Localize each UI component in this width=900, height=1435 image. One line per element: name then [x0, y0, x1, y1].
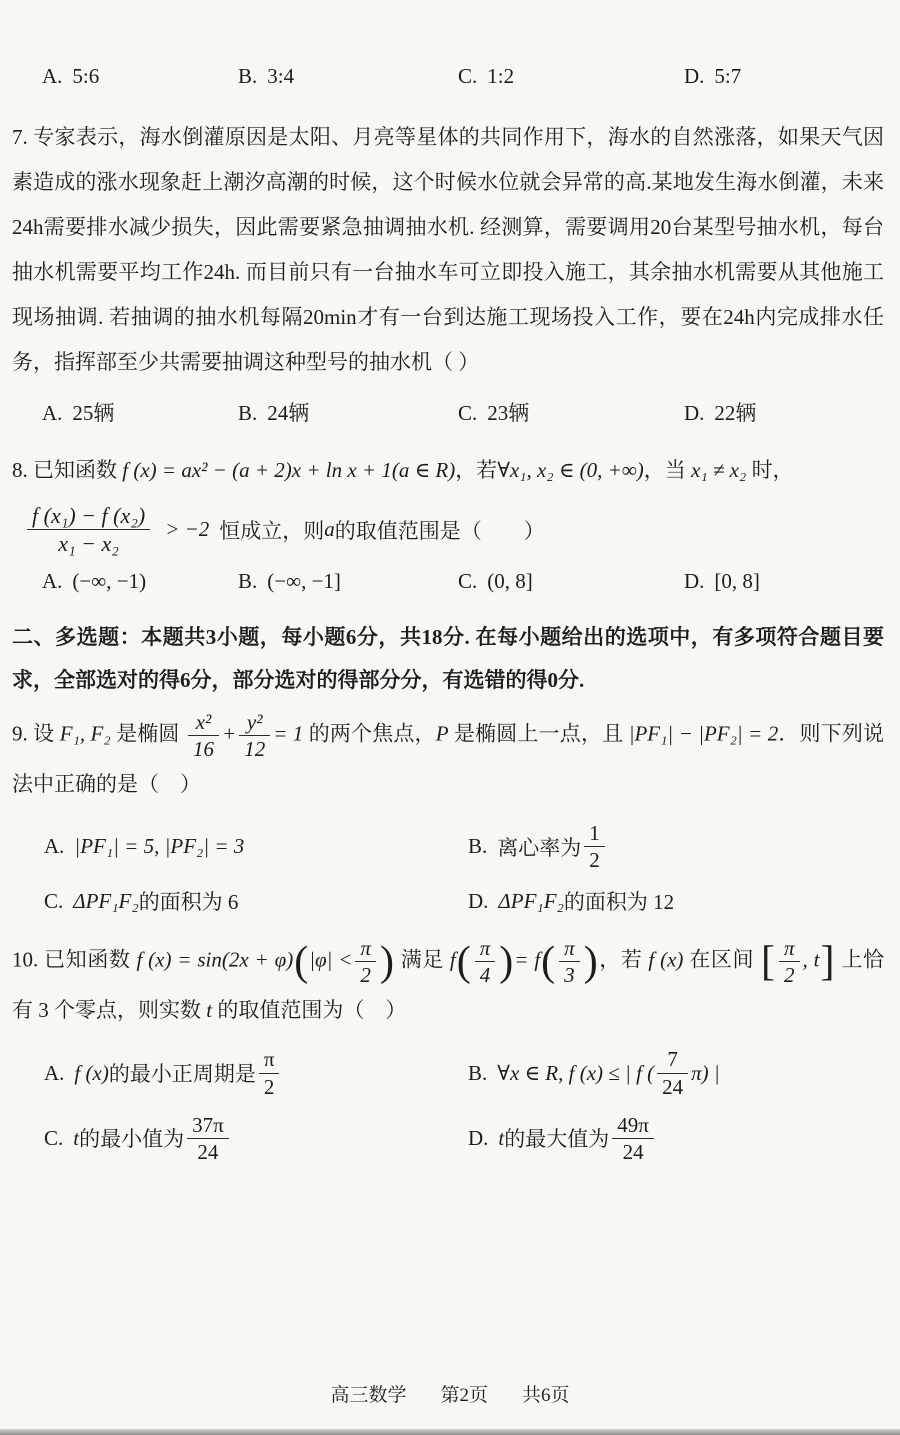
math-expression: f (x) = sin(2x + φ)	[136, 947, 294, 972]
question-text: 在区间	[683, 947, 761, 972]
option-text: 的最小正周期是	[108, 1062, 256, 1087]
option-text: 5:6	[72, 64, 100, 88]
fraction	[259, 1047, 280, 1098]
page-footer	[0, 1380, 900, 1407]
question-text: 10. 已知函数	[12, 947, 137, 972]
fraction-numerator: π	[263, 1047, 275, 1072]
option-math: π) |	[691, 1060, 720, 1085]
fraction	[559, 936, 580, 987]
question-text: ，若	[455, 458, 498, 482]
question-text: 的取值范围为（ ）	[212, 998, 407, 1023]
option-text: (−∞, −1)	[72, 568, 147, 593]
fraction-denominator: 16	[188, 735, 219, 761]
fraction	[779, 936, 800, 987]
fraction-denominator: 24	[187, 1138, 229, 1164]
right-paren: )	[379, 938, 394, 985]
question-text: 8. 已知函数	[12, 458, 123, 482]
option-label: D.	[468, 888, 489, 913]
question6-options	[12, 64, 884, 89]
option-text: 的面积为 12	[563, 890, 675, 915]
option-d	[468, 1113, 657, 1164]
option-b	[238, 64, 458, 89]
question-text: ．则下列说法中正确的是（ ）	[12, 721, 885, 796]
option-text: 的最大值为	[504, 1127, 610, 1152]
footer-course-title: 高三数学	[330, 1385, 407, 1406]
math-expression: |φ| <	[309, 947, 353, 972]
question9-text	[12, 710, 884, 807]
fraction-numerator: y²	[246, 709, 263, 734]
option-text: 24辆	[267, 401, 310, 425]
option-text: 的最小值为	[79, 1127, 185, 1152]
math-expression: f	[449, 947, 456, 972]
option-label: C.	[458, 401, 478, 425]
question9-options-row1	[12, 821, 884, 872]
option-b	[238, 569, 458, 594]
math-expression: t	[206, 998, 213, 1023]
fraction-denominator: 3	[559, 961, 580, 987]
fraction-numerator: f (x₁) − f (x₂)	[32, 503, 146, 528]
question10-text	[12, 936, 884, 1033]
option-a	[42, 64, 238, 89]
option-d	[684, 569, 760, 594]
option-text: 25辆	[72, 401, 115, 425]
option-label: B.	[468, 834, 488, 859]
fraction	[239, 710, 270, 761]
option-text: 的面积为 6	[138, 890, 239, 915]
fraction	[355, 936, 376, 987]
fraction-denominator: x₁ − x₂	[27, 529, 150, 556]
option-b	[238, 397, 458, 427]
option-c	[458, 397, 684, 427]
question-text: 满足	[394, 947, 450, 972]
fraction-numerator: 37π	[192, 1112, 224, 1137]
math-expression: > −2	[165, 517, 210, 542]
option-math: f (x)	[74, 1060, 109, 1085]
fraction-denominator: 4	[475, 961, 496, 987]
option-label: C.	[458, 64, 478, 88]
option-label: A.	[42, 568, 63, 593]
fraction-numerator: π	[564, 936, 575, 961]
question7-paragraph: 7. 专家表示，海水倒灌原因是太阳、月亮等星体的共同作用下，海水的自然涨落，如果天气因素造成的涨水现象赶上潮汐高潮的时候，这个时候水位就会异常的高.某地发生海水倒灌，未来24h需要排水减少损失，因此需要紧急抽调抽水机. 经测算，需要调用20台某型号抽水机，每台抽水机需要平均工作24h. 而目前只有一台抽水车可立即投入施工，其余抽水机需要从其他施工现场抽调. 若抽调的抽水机每隔20min才有一台到达施工现场投入工作，要在24h内完成排水任务，指挥部至少共需要抽调这种型号的抽水机（ ）	[12, 125, 884, 374]
fraction-denominator: 2	[779, 961, 800, 987]
question-text: 的两个焦点，	[303, 721, 436, 746]
math-expression: F₁, F₂	[59, 721, 111, 746]
option-math: ΔPF₁F₂	[73, 888, 139, 913]
math-expression: a	[324, 517, 335, 542]
section-header-multiselect: 二、多选题：本题共3小题，每小题6分，共18分. 在每小题给出的选项中，有多项符合题目要求，全部选对的得6分，部分选对的得部分分，有选错的得0分.	[12, 624, 884, 692]
option-label: A.	[42, 401, 63, 425]
footer-total-pages: 共6页	[522, 1385, 570, 1406]
option-label: B.	[238, 401, 258, 425]
option-d	[684, 64, 741, 89]
question-text: ，当	[643, 458, 692, 482]
plus-sign: +	[222, 721, 237, 746]
option-label: B.	[238, 64, 258, 88]
option-b	[468, 821, 608, 872]
option-c	[44, 886, 468, 916]
fraction	[187, 1113, 229, 1164]
question7-options	[12, 397, 884, 427]
option-text: 1:2	[487, 64, 515, 88]
option-text: 5:7	[714, 64, 742, 88]
question8-options	[12, 569, 884, 594]
option-label: B.	[468, 1060, 488, 1085]
option-label: D.	[468, 1125, 489, 1150]
fraction-numerator: x²	[195, 709, 212, 734]
option-text: 离心率为	[497, 835, 582, 860]
fraction-numerator: 7	[667, 1047, 678, 1072]
question-text: 是椭圆	[110, 721, 186, 746]
fraction	[584, 821, 605, 872]
option-label: D.	[684, 568, 705, 593]
option-c	[458, 569, 684, 594]
option-math: t	[498, 1125, 505, 1150]
option-text: (−∞, −1]	[267, 568, 341, 593]
fraction-numerator: π	[784, 936, 795, 961]
fraction-numerator: 49π	[617, 1112, 649, 1137]
option-label: B.	[238, 568, 258, 593]
question8-intro	[12, 447, 884, 493]
fraction-numerator: π	[479, 936, 491, 961]
option-label: C.	[458, 568, 478, 593]
option-label: C.	[44, 888, 64, 913]
fraction-numerator: π	[360, 936, 371, 961]
option-label: A.	[44, 834, 65, 859]
scan-bottom-edge	[0, 1429, 900, 1435]
option-text: 22辆	[714, 401, 757, 425]
math-expression: , t	[802, 947, 820, 972]
question10-options-row1	[12, 1047, 884, 1098]
option-text: [0, 8]	[714, 568, 760, 593]
math-expression: |PF₁| − |PF₂| = 2	[628, 721, 779, 746]
question-text: 9. 设	[12, 721, 60, 746]
fraction-denominator: 24	[612, 1138, 654, 1164]
math-expression: f (x)	[648, 947, 684, 972]
option-a	[42, 397, 238, 427]
math-expression: = 1	[273, 721, 304, 746]
left-paren: (	[294, 938, 309, 985]
option-math: ΔPF₁F₂	[498, 888, 564, 913]
option-text: (0, 8]	[487, 568, 533, 593]
option-label: A.	[44, 1060, 65, 1085]
math-expression: = f	[514, 947, 541, 972]
question-text: 是椭圆上一点，且	[448, 721, 629, 746]
fraction	[188, 710, 219, 761]
option-c	[44, 1113, 468, 1164]
fraction-numerator: 1	[589, 820, 600, 845]
option-d	[468, 886, 674, 916]
fraction	[475, 936, 496, 987]
fraction-denominator: 2	[355, 961, 376, 987]
math-expression: f (x) = ax² − (a + 2)x + ln x + 1(a ∈ R)	[122, 458, 456, 482]
option-text: 3:4	[267, 64, 295, 88]
option-text: 23辆	[487, 401, 530, 425]
right-paren: )	[499, 938, 514, 985]
option-d	[684, 397, 756, 427]
fraction-denominator: 24	[657, 1073, 688, 1099]
right-bracket: ]	[820, 938, 835, 985]
fraction-denominator: 2	[259, 1073, 280, 1099]
right-paren: )	[583, 938, 598, 985]
option-label: A.	[42, 64, 63, 88]
fraction-denominator: 12	[239, 735, 270, 761]
question8-inequality	[12, 503, 884, 557]
question10-options-row2	[12, 1113, 884, 1164]
question-text: 恒成立，则	[219, 518, 325, 543]
fraction-denominator: 2	[584, 846, 605, 872]
left-paren: (	[456, 938, 471, 985]
option-a	[44, 1047, 468, 1098]
option-c	[458, 64, 684, 89]
question9-options-row2	[12, 886, 884, 916]
left-paren: (	[541, 938, 556, 985]
question-text: 上恰有 3 个零点，则实数	[12, 947, 884, 1023]
option-label: D.	[684, 64, 705, 88]
question-text: ，若	[598, 947, 649, 972]
math-expression: ∀x₁, x₂ ∈ (0, +∞)	[497, 458, 644, 482]
option-math: t	[73, 1125, 80, 1150]
math-expression: x₁ ≠ x₂	[691, 458, 747, 482]
option-math: ∀x ∈ R, f (x) ≤ | f (	[497, 1060, 655, 1085]
option-a	[44, 834, 468, 859]
fraction	[657, 1047, 688, 1098]
question-text: 的取值范围是（ ）	[334, 518, 545, 543]
math-expression: P	[435, 721, 449, 746]
option-label: D.	[684, 401, 705, 425]
option-label: C.	[44, 1125, 64, 1150]
fraction	[612, 1113, 654, 1164]
footer-page-number: 第2页	[440, 1385, 488, 1406]
left-bracket: [	[761, 938, 776, 985]
option-a	[42, 569, 238, 594]
question-text: 时，	[746, 458, 794, 482]
option-math: |PF₁| = 5, |PF₂| = 3	[74, 834, 245, 859]
fraction	[27, 503, 150, 557]
option-b	[468, 1047, 720, 1098]
